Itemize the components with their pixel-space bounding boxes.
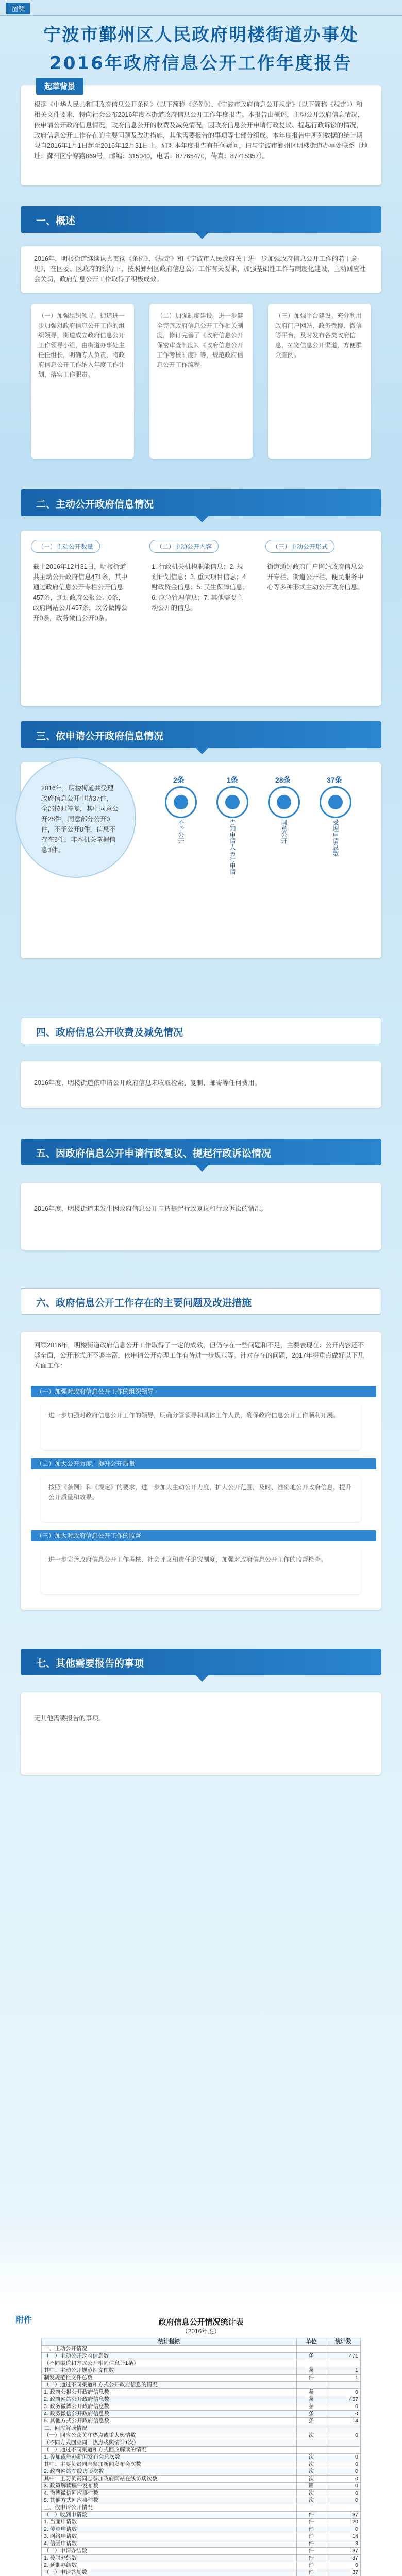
stats-unit-cell: 件 [297,2519,326,2526]
fee-text: 2016年度，明楼街道依申请公开政府信息未收取检索、复制、邮寄等任何费用。 [34,1079,261,1087]
active-count-pill: （一）主动公开数量 [31,540,100,553]
stats-indicator-cell: 4. 信函申请数 [42,2540,297,2548]
stats-indicator-cell: （不同方式回应同一热点或舆情计1次） [42,2439,297,2447]
stats-indicator-cell: 制发规范性文件总数 [42,2375,297,2382]
active-count-text: 截止2016年12月31日，明楼街道共主动公开政府信息471条，其中通过政府信息公开专栏公开信息457条，通过政府公报公开0条，政府网站公开457条，政务微博公开0条，政务微信公开0条。 [33,563,128,622]
problem-item-3-title: （三）加大对政府信息公开工作的监督 [31,1530,376,1541]
stats-indicator-cell: 5. 其他方式回应事件数 [42,2497,297,2504]
stats-indicator-cell: 其中：主动公开规范性文件数 [42,2367,297,2375]
problems-lead: 回顾2016年，明楼街道政府信息公开工作取得了一定的成效，但仍存在一些问题和不足，主要表现在：公开内容还不够全面，公开形式还不够丰富，依申请公开办理工作有待进一步规范等。针对存在的问题，2017年将重点做好以下几方面工作： [34,1342,364,1369]
stats-value-cell: 0 [326,2468,361,2476]
table-row [42,2569,361,2576]
stats-unit-cell [297,2360,326,2367]
stats-unit-cell: 次 [297,2432,326,2439]
section-active-banner [21,489,381,516]
stats-indicator-cell: 1. 当面申请数 [42,2519,297,2526]
intro-label: 起草背景 [36,78,83,95]
stats-unit-cell: 条 [297,2403,326,2411]
stats-value-cell [326,2346,361,2353]
other-panel [21,1692,381,1775]
section-other-title: 七、其他需要报告的事项 [36,1658,144,1669]
report-header [21,21,381,74]
stats-unit-cell: 件 [297,2526,326,2533]
overview-card-1: （一）加强组织领导。街道进一步加强对政府信息公开工作的组织领导，街道成立政府信息公开工作领导小组，由街道办事处主任任组长，明确专人负责，将政府信息公开工作纳入年度工作计划，落实工作职责。 [31,304,134,459]
active-content-text: 1. 行政机关机构职能信息；2. 规划计划信息；3. 重大项目信息；4. 财政资金信息；5. 民生保障信息；6. 应急管理信息；7. 其他需要主动公开的信息。 [152,563,249,612]
table-row [42,2548,361,2555]
table-row [42,2396,361,2403]
apply-label-4: 受理申请总数 [332,819,339,856]
illustration-tag: 图解 [6,3,30,14]
stats-value-cell: 37 [326,2548,361,2555]
stats-unit-cell: 件 [297,2562,326,2569]
stats-value-cell: 14 [326,2418,361,2425]
stats-indicator-cell: 2. 延期办结数 [42,2562,297,2569]
active-panel [21,531,381,706]
stats-unit-cell [297,2439,326,2447]
table-row [42,2403,361,2411]
section-other-banner [21,1649,381,1675]
stats-value-cell [326,2382,361,2389]
stats-unit-cell [297,2425,326,2432]
stats-unit-cell: 次 [297,2461,326,2468]
stats-unit-cell [297,2447,326,2454]
overview-card-3: （三）加强平台建设。充分利用政府门户网站、政务微博、微信等平台，及时发布各类政府信息，拓宽信息公开渠道，方便群众查阅。 [268,304,371,459]
stats-header-indicator: 统计指标 [42,2338,297,2346]
stats-value-cell: 14 [326,2533,361,2540]
stats-value-cell: 0 [326,2476,361,2483]
stats-header-unit: 单位 [297,2338,326,2346]
report-title-line2: 2016年政府信息公开工作年度报告 [49,53,353,74]
table-row [42,2375,361,2382]
table-row [42,2512,361,2519]
table-row [42,2418,361,2425]
stats-unit-cell: 件 [297,2375,326,2382]
table-row [42,2447,361,2454]
overview-lead-panel [21,246,381,293]
table-row [42,2346,361,2353]
overview-card-2: （二）加强制度建设。进一步健全完善政府信息公开工作相关制度，修订完善了《政府信息公开保密审查制度》、《政府信息公开工作考核制度》等，规范政府信息公开工作流程。 [149,304,253,459]
stats-value-cell: 37 [326,2555,361,2562]
section-overview-title: 一、概述 [36,216,76,227]
stats-value-cell: 471 [326,2353,361,2360]
stats-value-cell: 0 [326,2497,361,2504]
stats-indicator-cell: （一）主动公开政府信息数 [42,2353,297,2360]
stats-value-cell: 457 [326,2396,361,2403]
appendix-label: 附件 [15,2316,32,2325]
stats-indicator-cell: 一、主动公开情况 [42,2346,297,2353]
stats-indicator-cell: 3. 网络申请数 [42,2533,297,2540]
table-row [42,2555,361,2562]
stats-value-cell [326,2447,361,2454]
apply-ring-3 [268,786,300,818]
section-problems-title: 六、政府信息公开工作存在的主要问题及改进措施 [36,1298,252,1309]
stats-indicator-cell: 其中：主要负责同志参加新闻发布会次数 [42,2461,297,2468]
stats-value-cell: 0 [326,2403,361,2411]
stats-value-cell [326,2425,361,2432]
problem-item-1-title: （一）加强对政府信息公开工作的组织领导 [31,1386,376,1397]
table-row [42,2411,361,2418]
stats-unit-cell: 次 [297,2468,326,2476]
stats-unit-cell: 件 [297,2548,326,2555]
section-overview-banner [21,206,381,233]
table-row [42,2519,361,2526]
section-apply-banner [21,721,381,748]
apply-ring-4 [320,786,351,818]
problem-item-2-card: 按照《条例》和《规定》的要求，进一步加大主动公开力度，扩大公开范围，及时、准确地公开政府信息，提升公开质量和效果。 [41,1476,361,1522]
stats-indicator-cell: 二、回应解读情况 [42,2425,297,2432]
apply-n4: 37条 [327,776,342,784]
table-row [42,2389,361,2396]
stats-indicator-cell: （一）收到申请数 [42,2512,297,2519]
table-row [42,2540,361,2548]
stats-unit-cell: 条 [297,2367,326,2375]
table-row [42,2476,361,2483]
stats-value-cell [326,2439,361,2447]
table-row [42,2382,361,2389]
review-panel [21,1183,381,1250]
stats-indicator-cell: 1. 政府公报公开政府信息数 [42,2389,297,2396]
section-problems-banner [21,1288,381,1315]
stats-body [42,2346,361,2576]
apply-ring-1 [165,786,197,818]
appendix-section [0,2308,402,2576]
stats-indicator-cell: （二）通过不同渠道和方式回应解读的情况 [42,2447,297,2454]
apply-label-2: 告知申请人另行申请 [229,819,236,875]
stats-unit-cell: 次 [297,2497,326,2504]
stats-value-cell: 0 [326,2562,361,2569]
stats-unit-cell: 条 [297,2353,326,2360]
problem-item-2-title: （二）加大公开力度，提升公开质量 [31,1458,376,1469]
table-row [42,2562,361,2569]
stats-value-cell [326,2504,361,2512]
table-row [42,2353,361,2360]
stats-indicator-cell: （三）申请答复数 [42,2569,297,2576]
fee-panel [21,1061,381,1108]
stats-unit-cell: 件 [297,2512,326,2519]
table-row [42,2483,361,2490]
table-row [42,2504,361,2512]
stats-unit-cell [297,2382,326,2389]
stats-indicator-cell: 4. 微博微信回应事件数 [42,2490,297,2497]
problem-item-3-card: 进一步完善政府信息公开工作考核、社会评议和责任追究制度，加强对政府信息公开工作的监督检查。 [41,1548,361,1594]
stats-indicator-cell: （不同渠道和方式公开相同信息计1条） [42,2360,297,2367]
table-row [42,2432,361,2439]
table-row [42,2490,361,2497]
stats-value-cell: 0 [326,2461,361,2468]
stats-header-row [42,2338,361,2346]
stats-unit-cell: 次 [297,2476,326,2483]
stats-table [41,2338,361,2576]
apply-n2: 1条 [227,776,238,784]
table-row [42,2468,361,2476]
overview-lead: 2016年，明楼街道继续认真贯彻《条例》、《规定》和《宁波市人民政府关于进一步加强政府信息公开工作的若干意见》，在区委、区政府的领导下，按照鄞州区政府信息公开工作有关要求，加强基础性工作与制度化建设，主动回应社会关切，政府信息公开工作取得了积极成效。 [34,255,366,283]
section-active-title: 二、主动公开政府信息情况 [36,499,154,510]
active-form-pill: （三）主动公开形式 [265,540,334,553]
stats-unit-cell: 条 [297,2396,326,2403]
stats-value-cell: 37 [326,2569,361,2576]
stats-unit-cell: 次 [297,2490,326,2497]
apply-lead: 2016年，明楼街道共受理政府信息公开申请37件，全部按时答复，其中同意公开28件，同意部分公开0件，不予公开0件，信息不存在6件，非本机关掌握信息3件。 [41,785,119,854]
stats-value-cell: 3 [326,2540,361,2548]
table-row [42,2439,361,2447]
report-title-line1: 宁波市鄞州区人民政府明楼街道办事处 [43,25,359,45]
stats-value-cell: 37 [326,2512,361,2519]
top-bar [0,0,402,16]
other-text: 无其他需要报告的事项。 [34,1715,105,1722]
stats-unit-cell: 条 [297,2389,326,2396]
stats-value-cell [326,2360,361,2367]
stats-indicator-cell: （一）回应公众关注热点或重大舆情数 [42,2432,297,2439]
section-apply-title: 三、依申请公开政府信息情况 [36,731,164,742]
stats-value-cell: 1 [326,2375,361,2382]
apply-n3: 28条 [275,776,291,784]
stats-value-cell: 0 [326,2389,361,2396]
stats-unit-cell [297,2504,326,2512]
intro-text: 根据《中华人民共和国政府信息公开条例》（以下简称《条例》）、《宁波市政府信息公开规定》（以下简称《规定》）和相关文件要求，特向社会公布2016年度本街道政府信息公开工作年度报告。本报告由概述，主动公开政府信息情况，依申请公开政府信息情况，政府信息公开的收费及减免情况，因政府信息公开申请行政复议、提起行政诉讼的情况，政府信息公开工作存在的主要问题及改进措施，其他需要报告的事项等七部分组成。本年度报告中所列数据的统计期限自2016年1月1日起至2016年12月31日止。如对本年度报告有任何疑问，请与宁波市鄞州区明楼街道办事处联系（地址：鄞州区宁穿路869号，邮编：315040，电话：87765470，传真：87715357）。 [34,101,368,160]
stats-value-cell: 0 [326,2490,361,2497]
stats-unit-cell: 件 [297,2555,326,2562]
stats-unit-cell: 件 [297,2569,326,2576]
apply-ring-2 [216,786,248,818]
stats-indicator-cell: 3. 政务微博公开政府信息数 [42,2403,297,2411]
appendix-year: （2016年度） [181,2328,221,2335]
stats-unit-cell: 条 [297,2418,326,2425]
stats-indicator-cell: 2. 传真申请数 [42,2526,297,2533]
problem-item-1-card: 进一步加强对政府信息公开工作的领导，明确分管领导和具体工作人员，确保政府信息公开工作顺利开展。 [41,1403,361,1450]
stats-unit-cell [297,2346,326,2353]
stats-value-cell: 0 [326,2526,361,2533]
stats-value-cell: 1 [326,2367,361,2375]
stats-indicator-cell: （二）通过不同渠道和方式公开政府信息的情况 [42,2382,297,2389]
stats-value-cell: 0 [326,2454,361,2461]
stats-indicator-cell: 2. 政府网站在线访谈次数 [42,2468,297,2476]
apply-panel [21,762,381,958]
apply-n1: 2条 [173,776,185,784]
active-form-text: 街道通过政府门户网站政府信息公开专栏、街道公开栏、便民服务中心等多种形式主动公开政府信息。 [267,563,364,591]
stats-unit-cell: 次 [297,2454,326,2461]
stats-indicator-cell: 4. 政务微信公开政府信息数 [42,2411,297,2418]
stats-value-cell: 0 [326,2483,361,2490]
section-fee-banner [21,1018,381,1044]
stats-header-count: 统计数 [326,2338,361,2346]
stats-indicator-cell: 三、依申请公开情况 [42,2504,297,2512]
stats-unit-cell: 件 [297,2540,326,2548]
stats-unit-cell: 篇 [297,2483,326,2490]
table-row [42,2367,361,2375]
stats-indicator-cell: 2. 政府网站公开政府信息数 [42,2396,297,2403]
apply-label-3: 同意公开 [280,819,288,844]
stats-indicator-cell: 其中：主要负责同志参加政府网站在线访谈次数 [42,2476,297,2483]
stats-unit-cell: 件 [297,2533,326,2540]
table-row [42,2533,361,2540]
stats-indicator-cell: 5. 其他方式公开政府信息数 [42,2418,297,2425]
table-row [42,2497,361,2504]
stats-indicator-cell: 3. 政策解读稿件发布数 [42,2483,297,2490]
appendix-title: 政府信息公开情况统计表 [158,2318,244,2327]
section-review-banner [21,1139,381,1165]
section-review-title: 五、因政府信息公开申请行政复议、提起行政诉讼情况 [36,1148,272,1159]
review-text: 2016年度，明楼街道未发生因政府信息公开申请提起行政复议和行政诉讼的情况。 [34,1205,267,1212]
table-row [42,2526,361,2533]
table-row [42,2360,361,2367]
stats-indicator-cell: 1. 参加或举办新闻发布会总次数 [42,2454,297,2461]
stats-unit-cell: 条 [297,2411,326,2418]
stats-value-cell: 0 [326,2432,361,2439]
section-fee-title: 四、政府信息公开收费及减免情况 [36,1027,183,1038]
active-content-pill: （二）主动公开内容 [149,540,219,553]
stats-value-cell: 0 [326,2411,361,2418]
intro-panel [21,82,381,185]
stats-indicator-cell: 1. 按时办结数 [42,2555,297,2562]
stats-value-cell: 20 [326,2519,361,2526]
table-row [42,2454,361,2461]
table-row [42,2425,361,2432]
table-row [42,2461,361,2468]
apply-label-1: 不予公开 [177,819,185,844]
stats-indicator-cell: （二）申请办结数 [42,2548,297,2555]
